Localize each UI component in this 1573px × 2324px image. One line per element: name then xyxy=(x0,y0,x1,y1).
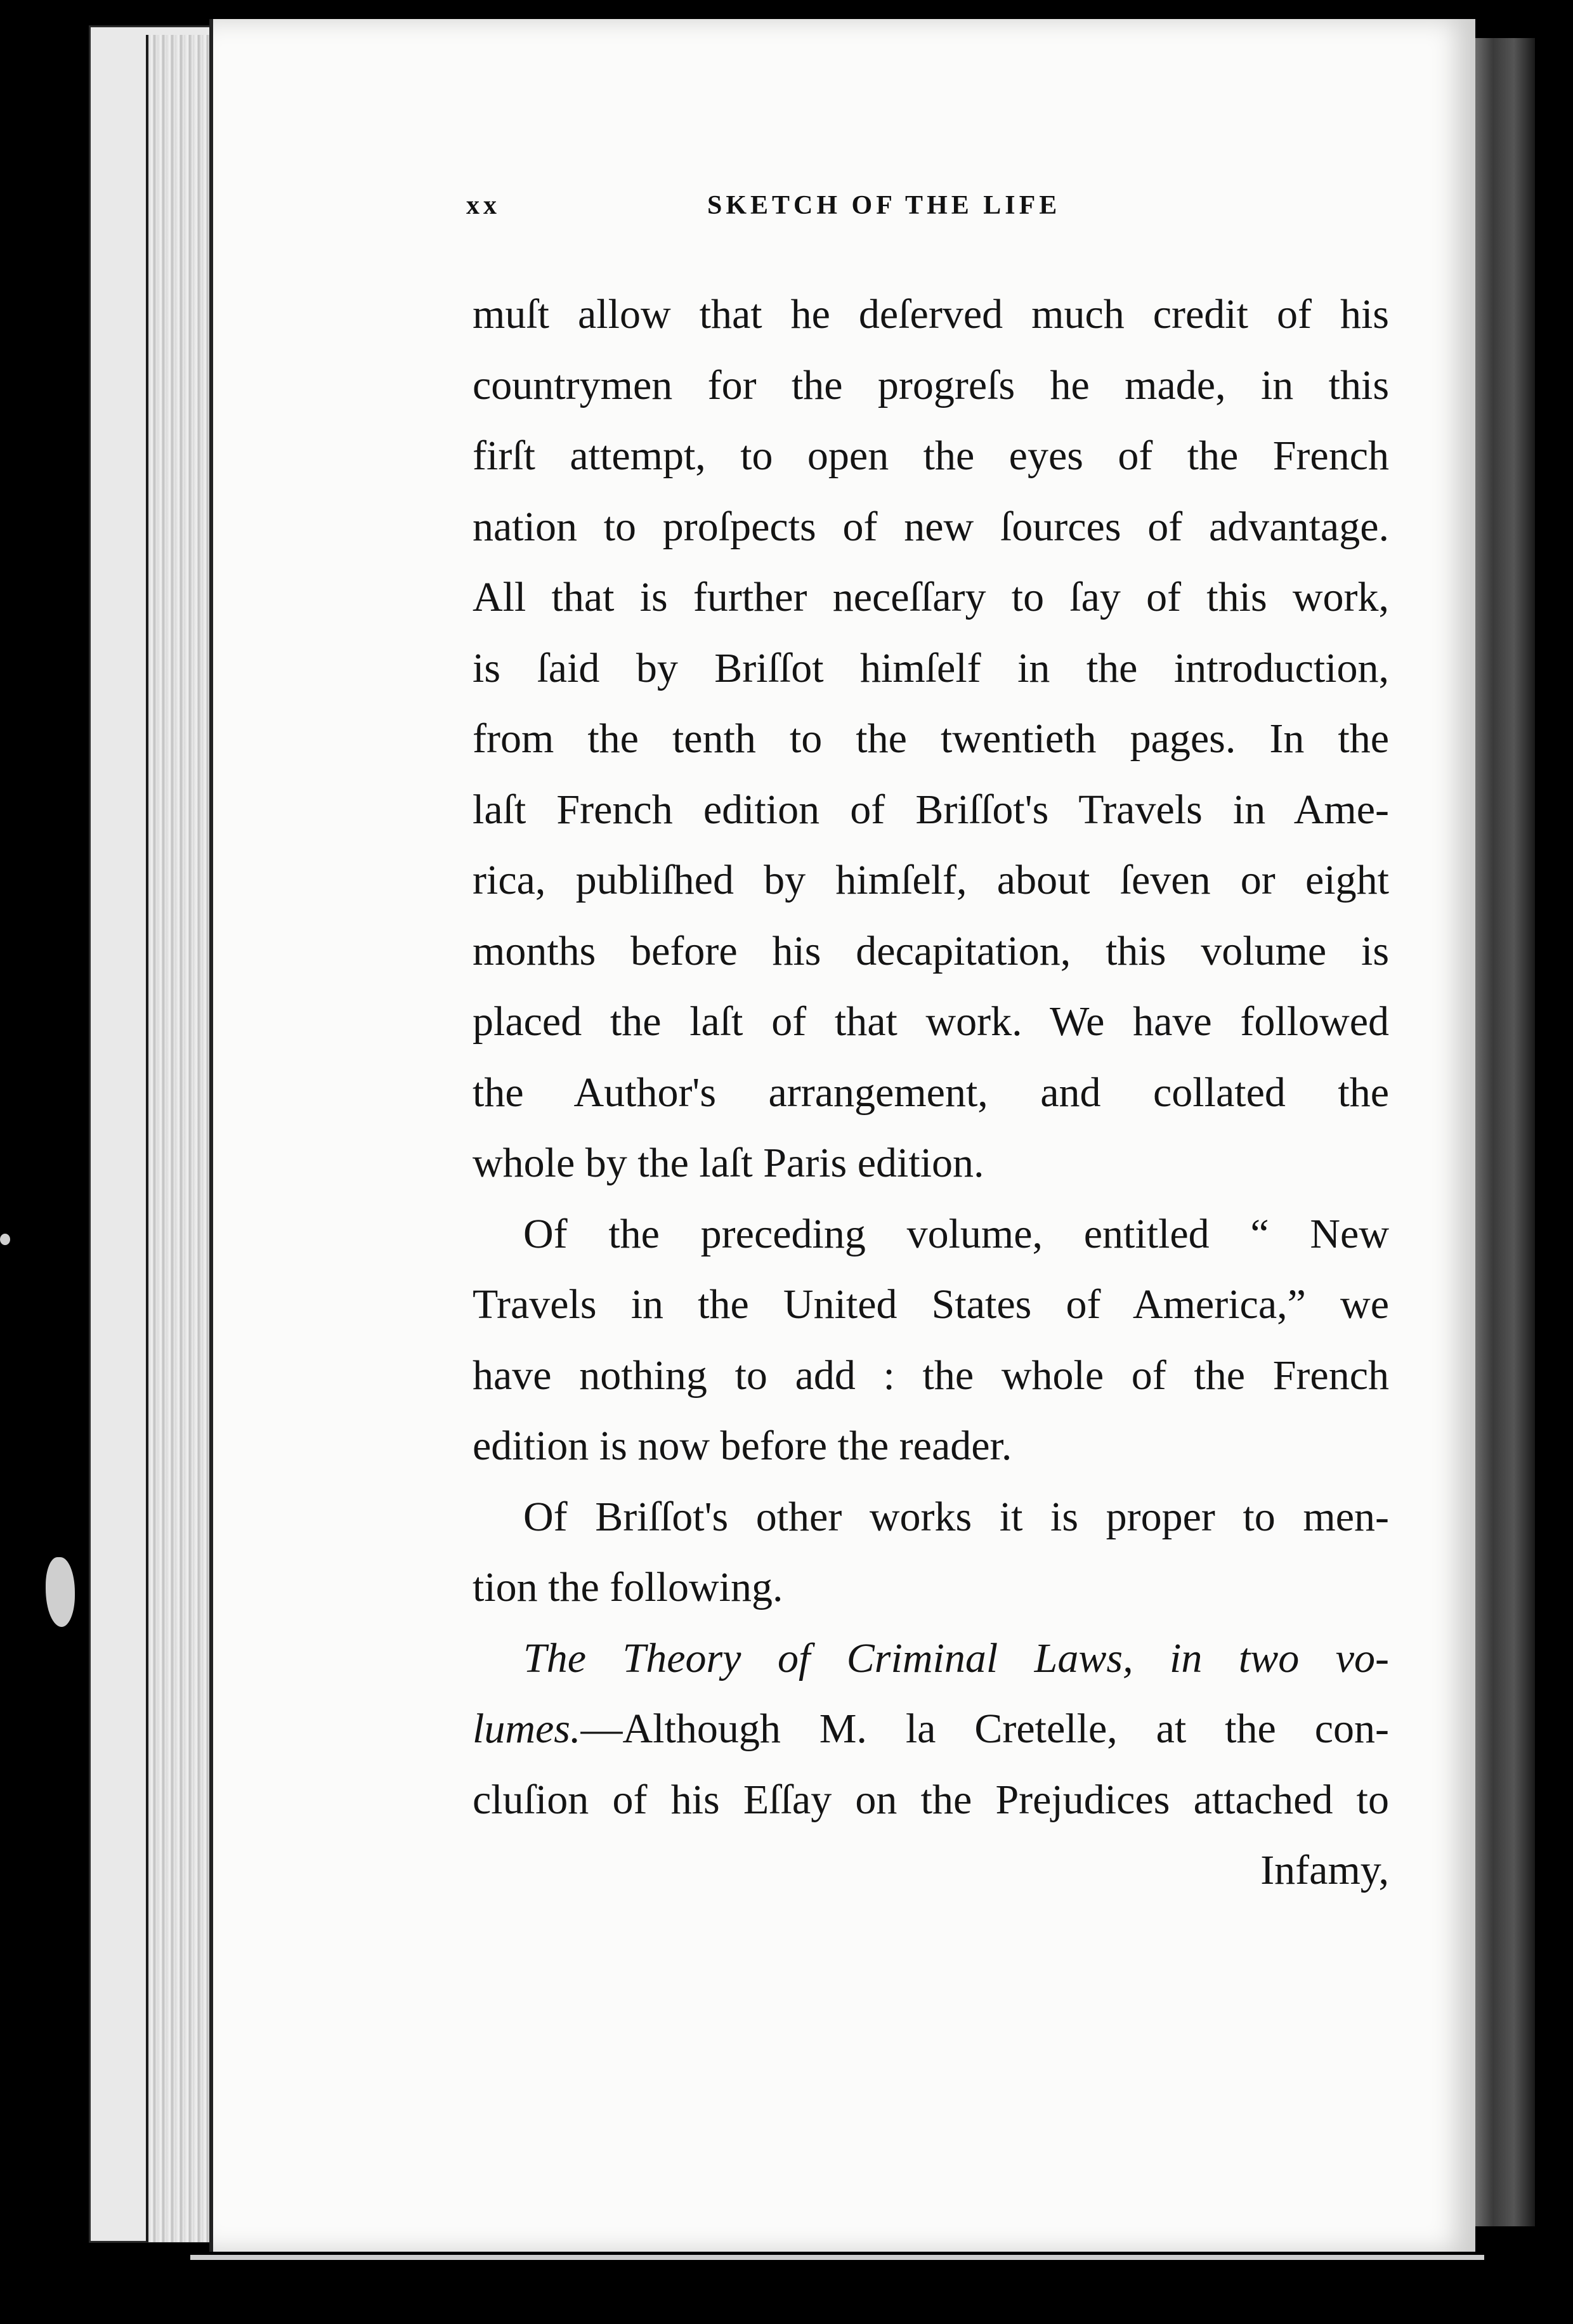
text-line: tion the following. xyxy=(473,1564,783,1610)
text-line: countrymen for the progreſs he made, in this xyxy=(473,362,1389,408)
text-line: All that is further neceſſary to ſay of this work, xyxy=(473,574,1389,620)
text-line: Of the preceding volume, entitled “ New xyxy=(523,1210,1389,1257)
text-line: cluſion of his Eſſay on the Prejudices attached to xyxy=(473,1776,1389,1823)
text-line: muſt allow that he deſerved much credit of his xyxy=(473,291,1389,337)
text-line: nation to proſpects of new ſources of advantage. xyxy=(473,503,1389,550)
running-head-title: SKETCH OF THE LIFE xyxy=(707,191,1061,220)
page-number: xx xyxy=(466,191,500,220)
running-head xyxy=(466,190,1158,228)
text-line: laſt French edition of Briſſot's Travels in Ame- xyxy=(473,786,1389,833)
text-line: edition is now before the reader. xyxy=(473,1423,1012,1469)
text-line: whole by the laſt Paris edition. xyxy=(473,1140,984,1186)
text-line: is ſaid by Briſſot himſelf in the introduction, xyxy=(473,644,1389,691)
book-spine-shadow xyxy=(1465,38,1535,2226)
page-mark xyxy=(0,1234,10,1245)
text-line: months before his decapitation, this volume is xyxy=(473,927,1389,974)
text-line: the Author's arrangement, and collated the xyxy=(473,1069,1389,1116)
text-line: firſt attempt, to open the eyes of the French xyxy=(473,433,1389,479)
text-line: from the tenth to the twentieth pages. In the xyxy=(473,715,1389,762)
text-line: The Theory of Criminal Laws, in two vo- xyxy=(523,1635,1389,1681)
text-line: Of Briſſot's other works it is proper to men- xyxy=(523,1493,1389,1540)
text-line: have nothing to add : the whole of the French xyxy=(473,1352,1389,1399)
text-fragment-italic: lumes. xyxy=(473,1706,581,1752)
text-line: Travels in the United States of America,” we xyxy=(473,1281,1389,1328)
book-bottom-edge xyxy=(190,2255,1484,2260)
body-text xyxy=(473,279,1389,1906)
text-fragment: —Although M. la Cretelle, at the con- xyxy=(580,1706,1389,1752)
text-line: rica, publiſhed by himſelf, about ſeven or eight xyxy=(473,857,1389,903)
text-line-mixed xyxy=(473,1694,1389,1765)
edge-smudge xyxy=(46,1557,75,1627)
catchword: Infamy, xyxy=(1260,1847,1389,1893)
text-line: placed the laſt of that work. We have followed xyxy=(473,998,1389,1045)
